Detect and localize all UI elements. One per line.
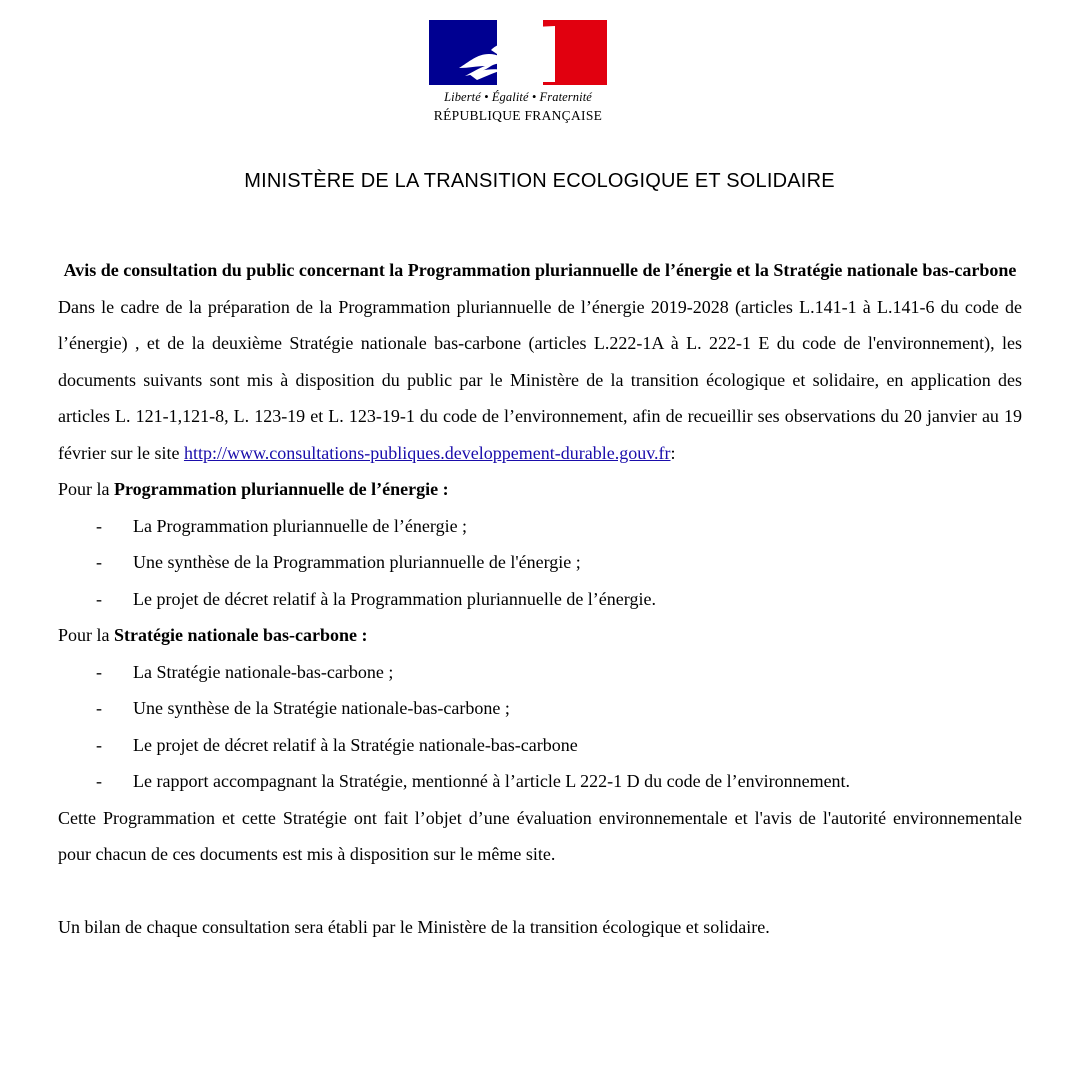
list-item: [58, 763, 1022, 800]
list-item-text: Le rapport accompagnant la Stratégie, mentionné à l’article L 222-1 D du code de l’environnement.: [133, 771, 851, 791]
list-item-text: La Programmation pluriannuelle de l’énergie ;: [133, 515, 468, 536]
dash-bullet: -: [96, 552, 102, 572]
consultation-site-link[interactable]: http://www.consultations-publiques.developpement-durable.gouv.fr: [183, 442, 671, 463]
dash-bullet: -: [96, 588, 102, 609]
list-item: [58, 727, 1022, 764]
closing-paragraph: Un bilan de chaque consultation sera établi par le Ministère de la transition écologique et solidaire.: [58, 917, 770, 937]
tricolor-flag: [429, 20, 607, 85]
intro-end: :: [670, 442, 676, 463]
ppe-heading-prefix: Pour la: [58, 479, 114, 499]
notice-body: [58, 252, 1022, 946]
list-item: [58, 508, 1022, 545]
evaluation-paragraph: Cette Programmation et cette Stratégie ont fait l’objet d’une évaluation environnementale et l'avis de l'autorité environnementale pour chacun de ces documents est mis à disposition sur le même site.: [58, 807, 1022, 864]
list-item-text: Le projet de décret relatif à la Stratégie nationale-bas-carbone: [133, 734, 578, 755]
intro-paragraph: [58, 289, 1022, 472]
intro-text: Dans le cadre de la préparation de la Programmation pluriannuelle de l’énergie 2019-2028 (articles L.141-1 à L.141-6 du code de l’énergie) , et de la deuxième Stratégie nationale bas-carbone (articles L.222-1A à L. 222-1 E du code de l'environnement), les documents suivants sont mis à disposition du public par le Ministère de la transition écologique et solidaire, en application des articles L. 121-1,121-8, L. 123-19 et L. 123-19-1 du code de l’environnement, afin de recueillir ses observations du 20 janvier au 19 février sur le site: [58, 296, 1022, 463]
ministry-title: MINISTÈRE DE LA TRANSITION ECOLOGIQUE ET SOLIDAIRE: [244, 170, 835, 192]
snbc-section-heading: [58, 617, 1022, 654]
dash-bullet: -: [96, 661, 102, 682]
dash-bullet: -: [96, 698, 102, 718]
paragraph-spacer: [58, 873, 1022, 910]
list-item: [58, 581, 1022, 618]
list-item: [58, 544, 1022, 581]
list-item-text: Une synthèse de la Programmation pluriannuelle de l'énergie ;: [133, 552, 581, 572]
snbc-document-list: [58, 654, 1022, 800]
notice-title: Avis de consultation du public concernant la Programmation pluriannuelle de l’énergie et la Stratégie nationale bas-carbone: [63, 260, 1017, 280]
list-item: [58, 654, 1022, 691]
ppe-heading-bold: Programmation pluriannuelle de l’énergie :: [114, 479, 449, 499]
list-item-text: Une synthèse de la Stratégie nationale-bas-carbone ;: [133, 698, 510, 718]
republique-francaise-logo: [426, 20, 610, 124]
list-item: [58, 690, 1022, 727]
marianne-profile-icon: [451, 24, 561, 84]
dash-bullet: -: [96, 515, 102, 536]
ppe-document-list: [58, 508, 1022, 618]
snbc-heading-bold: Stratégie nationale bas-carbone :: [114, 625, 368, 645]
snbc-heading-prefix: Pour la: [58, 625, 114, 645]
list-item-text: Le projet de décret relatif à la Programmation pluriannuelle de l’énergie.: [133, 588, 656, 609]
motto: Liberté • Égalité • Fraternité: [444, 90, 592, 104]
ppe-section-heading: [58, 471, 1022, 508]
dash-bullet: -: [96, 734, 102, 755]
republic-name: RÉPUBLIQUE FRANÇAISE: [433, 108, 603, 123]
list-item-text: La Stratégie nationale-bas-carbone ;: [133, 661, 394, 682]
dash-bullet: -: [96, 771, 102, 791]
